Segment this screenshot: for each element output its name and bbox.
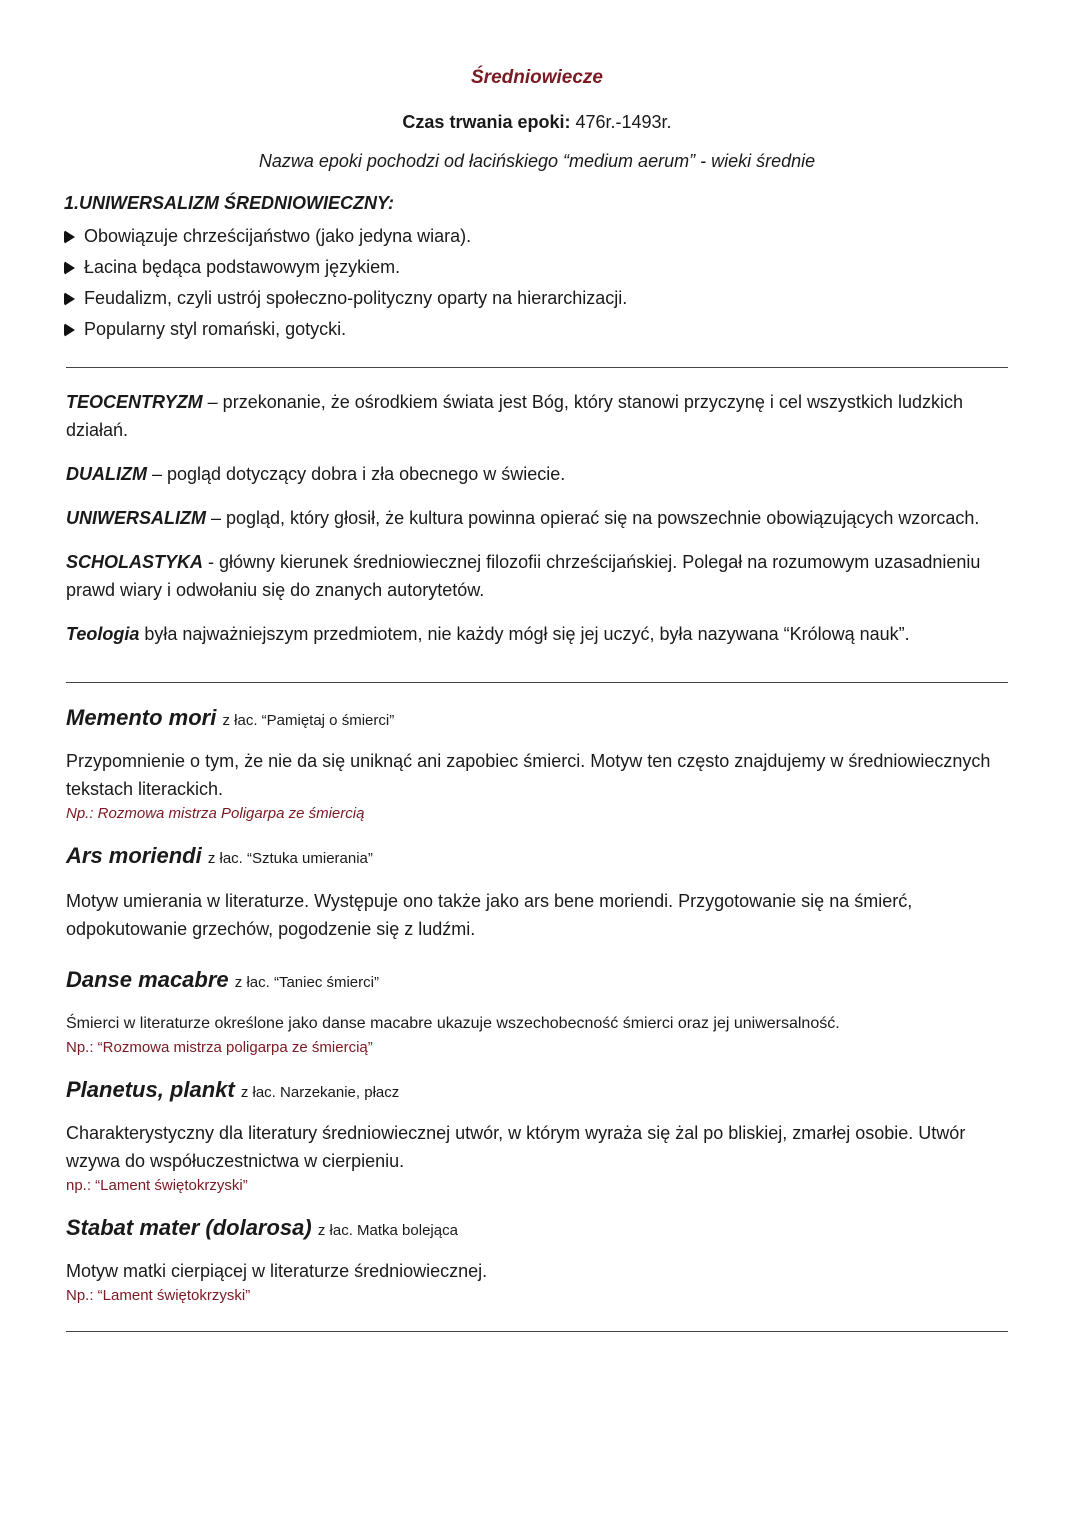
definition-uniwersalizm	[66, 504, 1008, 532]
motif-description: Motyw umierania w literaturze. Występuje ono także jako ars bene moriendi. Przygotowanie się na śmierć, odpokutowanie grzechów, pogodzenie się z ludźmi.	[66, 891, 913, 939]
motif-description: Przypomnienie o tym, że nie da się uniknąć ani zapobiec śmierci. Motyw ten często znajdujemy w średniowiecznych tekstach literackich.	[66, 751, 991, 799]
motif-name: Ars moriendi	[66, 843, 202, 868]
motif-example: Np.: “Rozmowa mistrza poligarpa ze śmiercią”	[66, 1039, 373, 1056]
motif-latin: z łac. Narzekanie, płacz	[240, 1084, 400, 1101]
motif-latin: z łac. “Sztuka umierania”	[207, 850, 373, 867]
motif-description: Motyw matki cierpiącej w literaturze średniowiecznej.	[66, 1261, 488, 1281]
motif-name: Planetus, plankt	[66, 1077, 235, 1102]
list-item: Łacina będąca podstawowym językiem.	[62, 252, 1008, 283]
motif-name: Danse macabre	[66, 967, 229, 992]
definition-text: była najważniejszym przedmiotem, nie każdy mógł się jej uczyć, była nazywana “Królową nauk”.	[139, 624, 910, 644]
motif-description: Śmierci w literaturze określone jako danse macabre ukazuje wszechobecność śmierci oraz jej uniwersalność.	[66, 1015, 840, 1032]
motif-title	[66, 965, 1008, 995]
definition-teologia	[66, 620, 1008, 648]
motif-description: Charakterystyczny dla literatury średniowiecznej utwór, w którym wyraża się żal po bliskiej, zmarłej osobie. Utwór wzywa do współuczestnictwa w cierpieniu.	[66, 1123, 966, 1171]
duration-value: 476r.-1493r.	[575, 112, 672, 132]
motif-title	[66, 1075, 1008, 1105]
duration-label: Czas trwania epoki:	[402, 112, 571, 132]
arrow-bullet-icon	[64, 230, 75, 244]
motif-latin: z łac. “Taniec śmierci”	[234, 974, 379, 991]
motif-title	[66, 841, 1008, 871]
epoch-name-origin: Nazwa epoki pochodzi od łacińskiego “medium aerum” - wieki średnie	[258, 151, 816, 171]
universalism-heading: 1.UNIWERSALIZM ŚREDNIOWIECZNY:	[64, 193, 395, 213]
motif-name: Memento mori	[66, 705, 217, 730]
arrow-bullet-icon	[64, 292, 75, 306]
motif-latin: z łac. “Pamiętaj o śmierci”	[222, 712, 395, 729]
motif-example: Np.: Rozmowa mistrza Poligarpa ze śmiercią	[66, 805, 365, 822]
definition-term: TEOCENTRYZM	[66, 392, 203, 412]
universalism-list	[62, 221, 1008, 345]
definition-term: Teologia	[66, 624, 140, 644]
page-title: Średniowiecze	[471, 67, 603, 88]
motif-name: Stabat mater (dolarosa)	[66, 1215, 312, 1240]
list-item: Feudalizm, czyli ustrój społeczno-polityczny oparty na hierarchizacji.	[62, 283, 1008, 314]
motif-latin: z łac. Matka bolejąca	[317, 1222, 458, 1239]
section-divider	[66, 682, 1008, 683]
definition-term: SCHOLASTYKA	[66, 552, 204, 572]
definition-text: – przekonanie, że ośrodkiem świata jest Bóg, który stanowi przyczynę i cel wszystkich ludzkich działań.	[66, 392, 963, 440]
list-item: Obowiązuje chrześcijaństwo (jako jedyna wiara).	[62, 221, 1008, 252]
section-divider	[66, 1331, 1008, 1332]
section-divider	[66, 367, 1008, 368]
definition-text: - główny kierunek średniowiecznej filozofii chrześcijańskiej. Polegał na rozumowym uzasadnieniu prawd wiary i odwołaniu się do znanych autorytetów.	[66, 552, 981, 600]
motif-example: Np.: “Lament świętokrzyski”	[66, 1287, 251, 1304]
list-item: Popularny styl romański, gotycki.	[62, 314, 1008, 345]
motif-title	[66, 703, 1008, 733]
motif-title	[66, 1213, 1008, 1243]
motif-example: np.: “Lament świętokrzyski”	[66, 1177, 248, 1194]
document-page	[66, 62, 1008, 1332]
definition-dualizm	[66, 460, 1008, 488]
definition-teocentryzm	[66, 388, 1008, 444]
definition-scholastyka	[66, 548, 1008, 604]
arrow-bullet-icon	[64, 261, 75, 275]
epoch-duration	[66, 108, 1008, 136]
definition-term: UNIWERSALIZM	[66, 508, 206, 528]
arrow-bullet-icon	[64, 323, 75, 337]
definition-text: – pogląd, który głosił, że kultura powinna opierać się na powszechnie obowiązujących wzorcach.	[205, 508, 980, 528]
definition-term: DUALIZM	[66, 464, 147, 484]
definition-text: – pogląd dotyczący dobra i zła obecnego w świecie.	[146, 464, 566, 484]
